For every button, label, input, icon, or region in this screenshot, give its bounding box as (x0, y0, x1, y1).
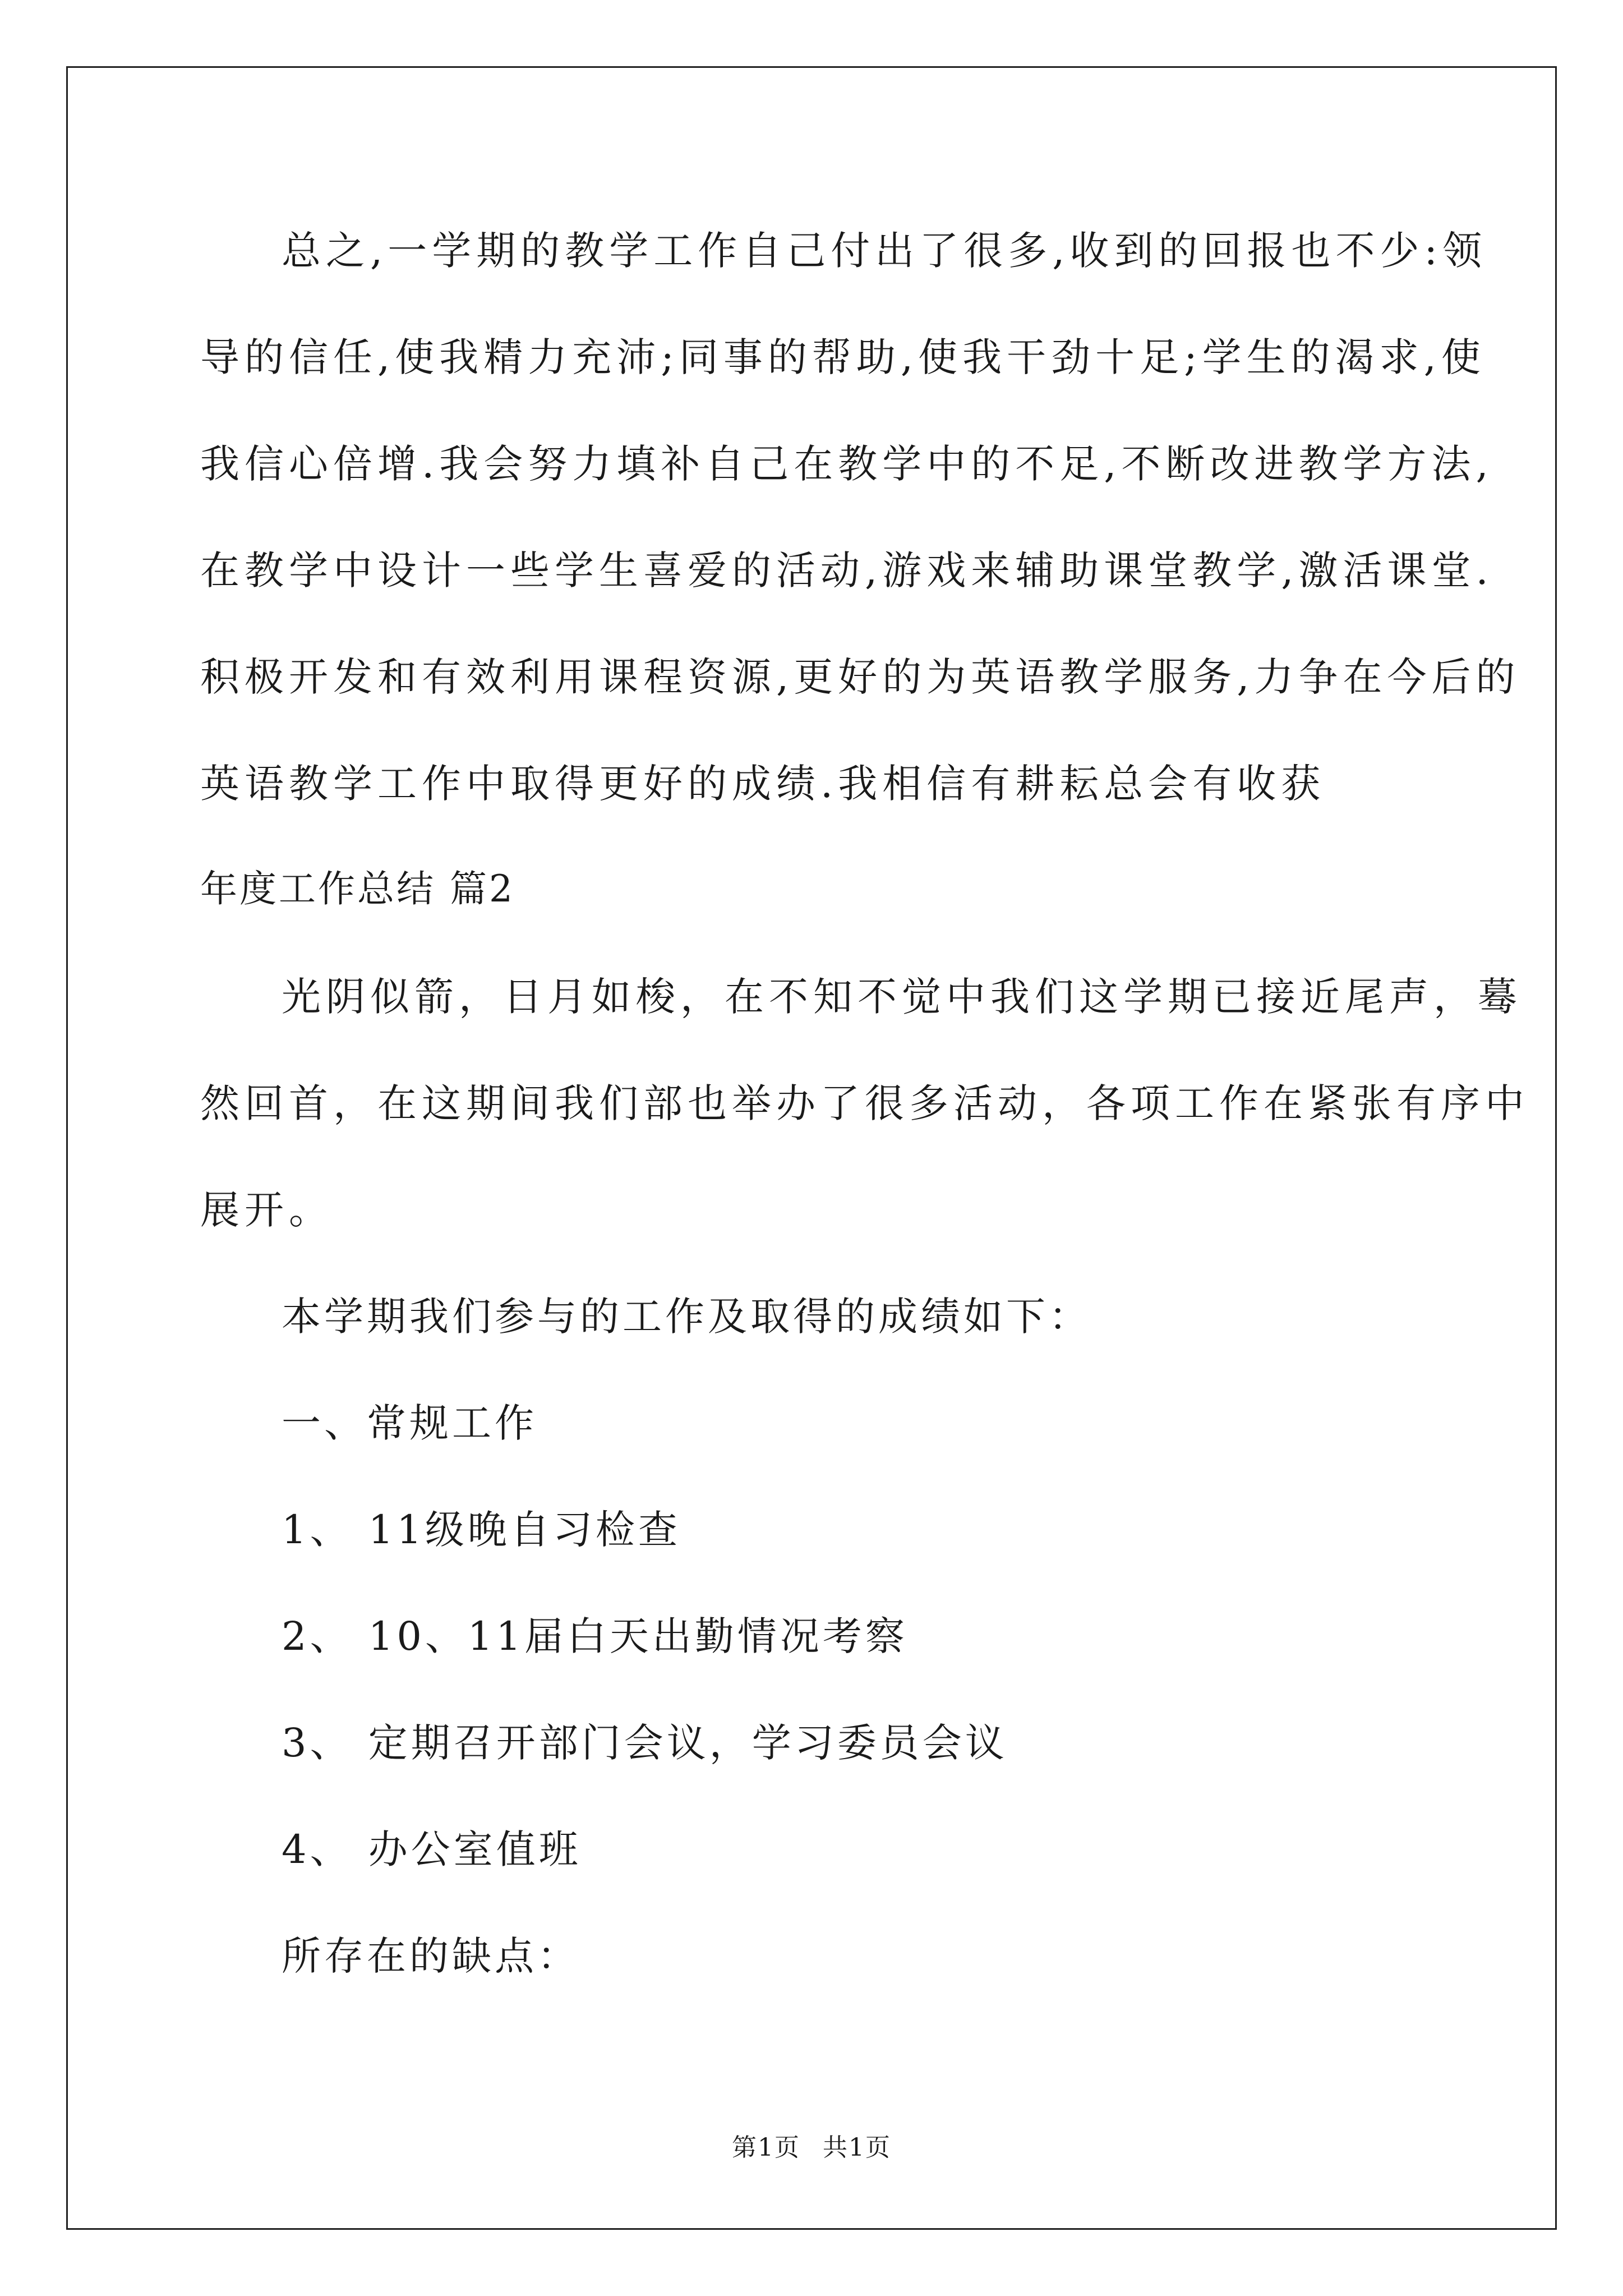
paragraph-line: 导的信任,使我精力充沛;同事的帮助,使我干劲十足;学生的渴求,使 (200, 334, 1486, 380)
page-total: 共1页 (823, 2133, 891, 2162)
paragraph-line: 然回首，在这期间我们部也举办了很多活动，各项工作在紧张有序中 (200, 1080, 1529, 1126)
list-item: 1、 11级晚自习检查 (282, 1507, 681, 1553)
paragraph-line: 我信心倍增.我会努力填补自己在教学中的不足,不断改进教学方法, (200, 441, 1493, 487)
paragraph-line: 英语教学工作中取得更好的成绩.我相信有耕耘总会有收获 (200, 761, 1326, 807)
list-item: 3、 定期召开部门会议，学习委员会议 (282, 1720, 1008, 1766)
page-footer (0, 2133, 1623, 2162)
paragraph-line: 总之,一学期的教学工作自己付出了很多,收到的回报也不少:领 (282, 228, 1487, 274)
paragraph-line: 光阴似箭，日月如梭，在不知不觉中我们这学期已接近尾声，蓦 (282, 974, 1522, 1020)
list-item: 2、 10、11届白天出勤情况考察 (282, 1613, 908, 1659)
paragraph-line: 在教学中设计一些学生喜爱的活动,游戏来辅助课堂教学,激活课堂. (200, 547, 1493, 593)
paragraph-line: 积极开发和有效利用课程资源,更好的为英语教学服务,力争在今后的 (200, 654, 1520, 700)
paragraph-line: 展开。 (200, 1187, 333, 1233)
section-heading: 年度工作总结 篇2 (200, 867, 515, 910)
list-item: 4、 办公室值班 (282, 1826, 582, 1872)
category-heading: 一、常规工作 (282, 1400, 537, 1446)
page-number: 第1页 (732, 2133, 800, 2162)
shortcomings-heading: 所存在的缺点： (282, 1933, 580, 1979)
summary-line: 本学期我们参与的工作及取得的成绩如下： (282, 1294, 1091, 1340)
page-border (66, 66, 1557, 2230)
